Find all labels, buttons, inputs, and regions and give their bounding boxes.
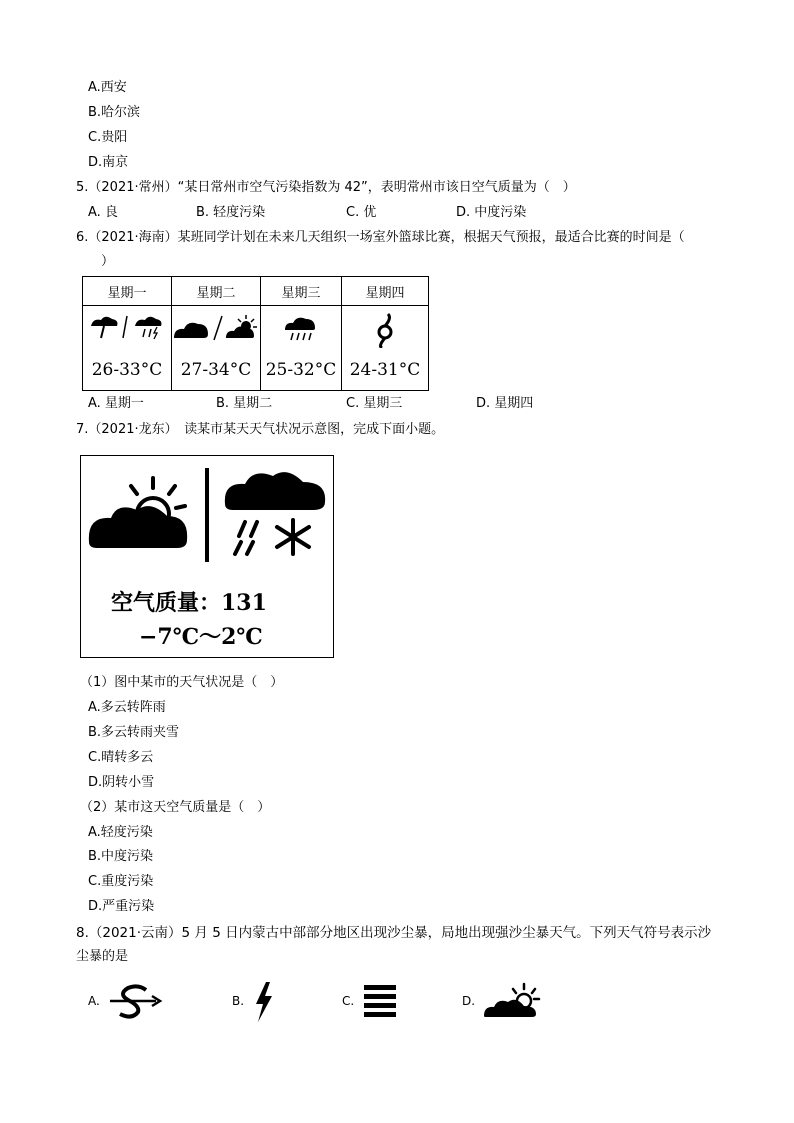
cloudy-to-sleet-icon xyxy=(81,456,333,576)
q6-option-a[interactable]: A. 星期一 xyxy=(88,396,144,411)
q7-sub2-stem: （2）某市这天空气质量是（ ） xyxy=(80,800,271,815)
weather-forecast-table xyxy=(82,276,429,391)
table-header-tue: 星期二 xyxy=(172,277,261,306)
q4-option-d[interactable]: D.南京 xyxy=(88,155,129,170)
q5-option-c[interactable]: C. 优 xyxy=(346,205,377,220)
q7-sub1-option-a[interactable]: A.多云转阵雨 xyxy=(88,700,166,715)
q7-sub1-stem: （1）图中某市的天气状况是（ ） xyxy=(80,675,284,690)
q8-stem-line1: 8.（2021·云南）5 月 5 日内蒙古中部部分地区出现沙尘暴，局地出现强沙尘暴天气。下列天气符号表示沙 xyxy=(76,925,712,941)
q6-option-b[interactable]: B. 星期二 xyxy=(216,396,273,411)
q8-option-b-label: B. xyxy=(232,994,245,1008)
q6-option-d[interactable]: D. 星期四 xyxy=(476,396,534,411)
temp-mon: 26-33°C xyxy=(91,360,163,380)
q7-sub2-option-a[interactable]: A.轻度污染 xyxy=(88,825,153,840)
shower-to-thundershower-icon xyxy=(83,306,171,354)
forecast-cell-thu xyxy=(342,306,429,391)
q8-option-b[interactable] xyxy=(232,982,292,1022)
q6-stem-line1: 6.（2021·海南）某班同学计划在未来几天组织一场室外篮球比赛，根据天气预报，最适合比赛的时间是（ xyxy=(76,230,685,245)
temp-wed: 25-32°C xyxy=(265,360,337,380)
q7-sub2-option-b[interactable]: B.中度污染 xyxy=(88,849,154,864)
q8-option-a[interactable] xyxy=(88,982,168,1022)
q4-option-b[interactable]: B.哈尔滨 xyxy=(88,105,141,120)
q5-stem: 5.（2021·常州）“某日常州市空气污染指数为 42”，表明常州市该日空气质量为（ ） xyxy=(76,180,576,195)
thunder-lightning-icon xyxy=(252,982,276,1022)
q5-options xyxy=(88,204,708,222)
forecast-cell-wed xyxy=(261,306,342,391)
q7-sub1-option-d[interactable]: D.阴转小雪 xyxy=(88,775,155,790)
q7-sub2-option-d[interactable]: D.严重污染 xyxy=(88,899,155,914)
typhoon-icon xyxy=(342,306,428,354)
q8-option-d[interactable] xyxy=(462,982,552,1022)
fog-symbol-icon xyxy=(362,982,398,1018)
q7-stem: 7.（2021·龙东） 读某市某天天气状况示意图，完成下面小题。 xyxy=(76,422,445,437)
q8-option-c[interactable] xyxy=(342,982,402,1022)
q7-sub1-option-b[interactable]: B.多云转雨夹雪 xyxy=(88,725,180,740)
cloudy-to-sunny-cloudy-icon xyxy=(172,306,260,354)
q5-option-a[interactable]: A. 良 xyxy=(88,205,118,220)
sandstorm-symbol-icon xyxy=(108,982,164,1022)
table-header-thu: 星期四 xyxy=(342,277,429,306)
q8-option-a-label: A. xyxy=(88,994,100,1008)
forecast-cell-mon xyxy=(83,306,172,391)
q6-stem-line2: ） xyxy=(88,254,115,269)
q6-options xyxy=(88,395,708,413)
q8-stem-line2: 尘暴的是 xyxy=(76,949,129,964)
q6-option-c[interactable]: C. 星期三 xyxy=(346,396,403,411)
table-header-mon: 星期一 xyxy=(83,277,172,306)
q4-option-c[interactable]: C.贵阳 xyxy=(88,130,128,145)
weather-diagram xyxy=(80,455,334,658)
table-header-wed: 星期三 xyxy=(261,277,342,306)
q5-option-d[interactable]: D. 中度污染 xyxy=(456,205,527,220)
rain-icon xyxy=(261,306,341,354)
q7-sub1-option-c[interactable]: C.晴转多云 xyxy=(88,750,154,765)
q4-option-a[interactable]: A.西安 xyxy=(88,80,127,95)
temp-tue: 27-34°C xyxy=(180,360,252,380)
q8-option-d-label: D. xyxy=(462,994,476,1008)
q7-sub2-option-c[interactable]: C.重度污染 xyxy=(88,874,154,889)
q5-option-b[interactable]: B. 轻度污染 xyxy=(196,205,266,220)
forecast-cell-tue xyxy=(172,306,261,391)
q8-option-c-label: C. xyxy=(342,994,355,1008)
temperature-range-text: −7℃～2℃ xyxy=(139,624,263,650)
temp-thu: 24-31°C xyxy=(349,360,421,380)
air-quality-text: 空气质量：131 xyxy=(111,590,267,616)
cloudy-sun-icon xyxy=(482,982,542,1022)
